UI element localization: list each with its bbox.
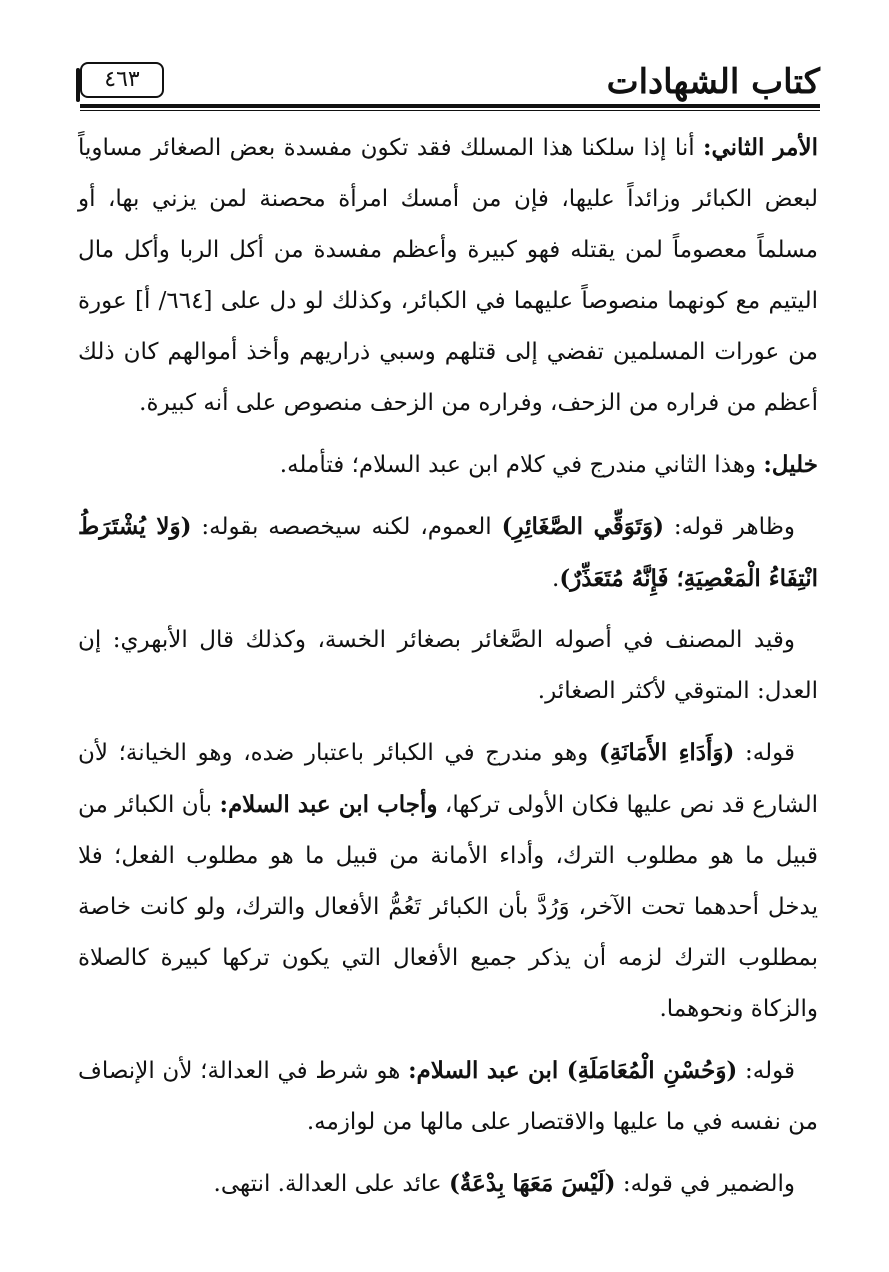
paragraph-2	[78, 439, 818, 491]
paragraph-text: وظاهر قوله:	[664, 514, 795, 540]
paragraph-text: العموم، لكنه سيخصصه بقوله:	[191, 514, 502, 540]
page-body	[78, 122, 818, 1220]
paragraph-text: وهذا الثاني مندرج في كلام ابن عبد السلام؛ فتأمله.	[279, 452, 764, 478]
paragraph-text: وهو مندرج في الكبائر باعتبار ضده، وهو الخيانة؛ لأن الشارع قد نص عليها فكان الأولى تركها،	[78, 740, 818, 818]
paragraph-3	[78, 501, 818, 605]
paragraph-1	[78, 122, 818, 429]
paragraph-6	[78, 1045, 818, 1148]
paragraph-text: هو شرط في العدالة؛ لأن الإنصاف من نفسه في ما عليها والاقتصار على مالها من لوازمه.	[78, 1058, 818, 1135]
paragraph-4	[78, 615, 818, 717]
paragraph-text: قوله:	[737, 1058, 796, 1084]
paragraph-text: أنا إذا سلكنا هذا المسلك فقد تكون مفسدة بعض الصغائر مساوياً لبعض الكبائر وزائداً عليها، فإن من أمسك امرأة محصنة لمن يزني بها، أو مسلماً معصوماً لمن يقتله فهو كبيرة وأعظم مفسدة من أكل الربا وأكل مال اليتيم مع كونهما منصوصاً عليهما في الكبائر، وكذلك لو دل على [٦٦٤/ أ] عورة من عورات المسلمين تفضي إلى قتلهم وسبي ذراريهم وأخذ أموالهم كان ذلك أعظم من فراره من الزحف، وفراره من الزحف منصوص على أنه كبيرة.	[78, 135, 818, 416]
paragraph-7	[78, 1158, 818, 1210]
paragraph-text: وقيد المصنف في أصوله الصَّغائر بصغائر الخسة، وكذلك قال الأبهري: إن العدل: المتوقي لأكثر الصغائر.	[78, 627, 818, 704]
paragraph-lead: الأمر الثاني:	[703, 134, 818, 161]
running-title: كتاب الشهادات	[606, 62, 820, 102]
page-number: ٤٦٣	[80, 62, 164, 98]
paragraph-lead: خليل:	[763, 451, 818, 478]
paragraph-text: .	[552, 566, 560, 592]
quoted-text: (وَتَوَقِّي الصَّغَائِرِ)	[501, 513, 665, 540]
quoted-text: وأجاب ابن عبد السلام:	[219, 791, 438, 818]
page-header	[80, 60, 820, 104]
paragraph-text: قوله:	[734, 740, 795, 766]
quoted-text: (وَحُسْنِ الْمُعَامَلَةِ) ابن عبد السلام:	[408, 1057, 738, 1084]
header-rule-thin	[80, 110, 820, 111]
quoted-text: (لَيْسَ مَعَهَا بِدْعَةٌ)	[448, 1170, 616, 1197]
paragraph-text: عائد على العدالة. انتهى.	[213, 1171, 449, 1197]
header-rule	[80, 104, 820, 108]
paragraph-5	[78, 727, 818, 1035]
paragraph-text: والضمير في قوله:	[615, 1171, 795, 1197]
quoted-text: (وَأَدَاءِ الأَمَانَةِ)	[598, 739, 735, 766]
quoted-text: (وَلا يُشْتَرَطُ انْتِفَاءُ الْمَعْصِيَةِ؛ فَإِنَّهُ مُتَعَذِّرٌ)	[78, 513, 818, 592]
paragraph-text: بأن الكبائر من قبيل ما هو مطلوب الترك، وأداء الأمانة من قبيل ما هو مطلوب الفعل؛ فلا يدخل أحدهما تحت الآخر، وَرُدَّ بأن الكبائر تَعُمُّ الأفعال والترك، ولو كانت خاصة بمطلوب الترك لزمه أن يذكر جميع الأفعال التي يكون تركها كبيرة كالصلاة والزكاة ونحوهما.	[78, 792, 818, 1022]
